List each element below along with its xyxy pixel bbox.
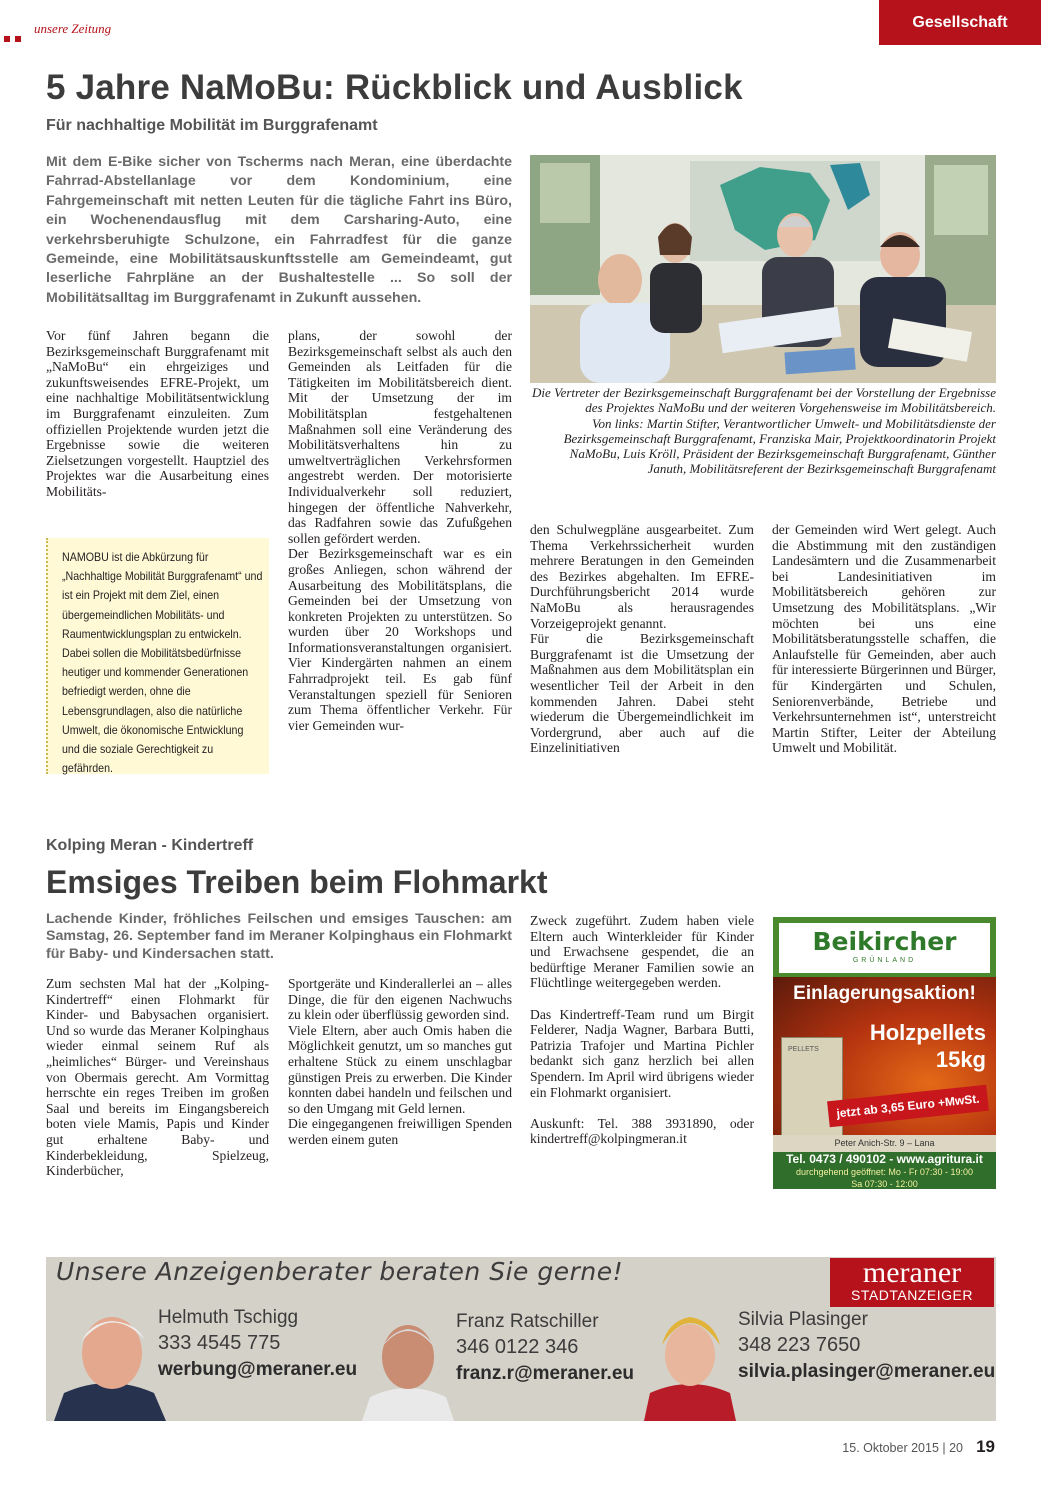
beikircher-product bbox=[870, 1019, 986, 1073]
beikircher-contact bbox=[773, 1152, 996, 1189]
beikircher-product-name: Holzpellets bbox=[869, 1020, 986, 1045]
article1-col3-para2: Für die Bezirksgemeinschaft Burggrafenamt ist die Umsetzung der Maßnahmen aus dem Mobilitätsplan ein wesentlicher Teil der Arbeit in den kommenden Jahren. Dabei steht wiederum die Übergemeindlichkeit im Vordergrund, aber auch auf die Einzelinitiativen bbox=[530, 631, 754, 756]
article2-title: Emsiges Treiben beim Flohmarkt bbox=[46, 864, 548, 900]
advisor-1 bbox=[158, 1307, 357, 1381]
article1-col1: Vor fünf Jahren begann die Bezirksgemeinschaft Burggrafenamt mit „NaMoBu“ ein ehrgeiziges und zukunftsweisendes EFRE-Projekt, um eine nachhaltige Mobilitätsentwicklung im Burggrafenamt einzuleiten. Zum offiziellen Projektende wurden jetzt die Ergebnisse sowie die weiteren Zielsetzungen vorgestellt. Hauptziel des Projektes war die Ausarbeitung eines Mobilitäts- bbox=[46, 328, 269, 499]
beikircher-hours1: durchgehend geöffnet: Mo - Fr 07:30 - 19:00 bbox=[796, 1167, 973, 1177]
beikircher-logo bbox=[779, 923, 990, 973]
article2-col2-para2: Viele Eltern, aber auch Omis haben die Möglichkeit genutzt, um so manches gut erhaltene Stück zu einem unschlagbar günstigen Preis zu erwerben. Die Kinder konnten dabei handeln und feilschen und so den Umgang mit Geld lernen. bbox=[288, 1022, 512, 1116]
article1-col2 bbox=[288, 328, 512, 733]
advisor-3-email[interactable]: silvia.plasinger@meraner.eu bbox=[738, 1361, 996, 1382]
info-box-text: NAMOBU ist die Abkürzung für „Nachhaltige Mobilität Burggrafenamt“ und ist ein Projekt mit dem Ziel, einen übergemeindlichen Mobilitäts- und Raumentwicklungsplan zu entwickeln. Dabei sollen die Mobilitätsbedürfnisse heutiger und kommender Generationen befriedigt werden, ohne die Lebensgrundlagen, also die natürliche Umwelt, die ökonomische Entwicklung und die soziale Gerechtigkeit zu gefährden. bbox=[62, 551, 263, 776]
advisor-portrait-3 bbox=[644, 1301, 736, 1421]
beikircher-body bbox=[773, 977, 996, 1189]
article1-subtitle: Für nachhaltige Mobilität im Burggrafenamt bbox=[46, 117, 378, 134]
article2-lead: Lachende Kinder, fröhliches Feilschen und emsiges Tauschen: am Samstag, 26. September fand im Meraner Kolpinghaus ein Flohmarkt für Baby- und Kindersachen statt. bbox=[46, 911, 512, 962]
advisor-1-name: Helmuth Tschigg bbox=[158, 1307, 299, 1328]
article2-col3-para1: Zweck zugeführt. Zudem haben viele Eltern auch Winterkleider für Kinder und Erwachsene gespendet, die an bedürftige Meraner Familien sowie an Flüchtlinge weitergegeben werden. bbox=[530, 913, 754, 991]
meraner-logo bbox=[830, 1258, 994, 1307]
advisor-2 bbox=[456, 1311, 634, 1385]
article1-col3-para1: den Schulwegpläne ausgearbeitet. Zum Thema Verkehrssicherheit wurden mehrere Beratungen in den Gemeinden des Bezirkes abgehalten. Im EFRE-Durchführungsbericht 2014 wurde NaMoBu als herausragendes Vorzeigeprojekt genannt. bbox=[530, 522, 754, 631]
beikircher-address: Peter Anich-Str. 9 – Lana bbox=[773, 1135, 996, 1152]
beikircher-tel: Tel. 0473 / 490102 - www.agritura.it bbox=[786, 1152, 983, 1166]
beikircher-headline: Einlagerungsaktion! bbox=[793, 983, 976, 1004]
footer-date-issue: 15. Oktober 2015 | 20 bbox=[842, 1441, 963, 1455]
advisor-2-name: Franz Ratschiller bbox=[456, 1311, 599, 1332]
header-decoration bbox=[4, 29, 26, 47]
advisor-2-phone: 346 0122 346 bbox=[456, 1336, 579, 1358]
paper-name: unsere Zeitung bbox=[34, 21, 112, 36]
beikircher-product-weight: 15kg bbox=[935, 1047, 986, 1072]
beikircher-contact-strip bbox=[773, 1135, 996, 1189]
photo-caption-line1: Die Vertreter der Bezirksgemeinschaft Burggrafenamt bei der Vorstellung der Ergebnisse des Projektes NaMoBu und der weiteren Vorgehensweise im Mobilitätsbereich. bbox=[532, 385, 996, 416]
article2-col1: Zum sechsten Mal hat der „Kolping-Kindertreff“ einen Flohmarkt für Kinder- und Babysachen organisiert. Und so wurde das Meraner Kolpinghaus wieder einmal seinem Ruf als „heimliches“ Bürger- und Vereinshaus von Obermais gerecht. Am Vormittag herrschte ein reges Treiben im großen Saal und bereits im Eingangsbereich boten viele Mamis, Papis und Kinder gut erhaltene Baby- und Kinderbekleidung, Spielzeug, Kinderbücher, bbox=[46, 976, 269, 1179]
article1-photo bbox=[530, 155, 996, 383]
section-tab: Gesellschaft bbox=[879, 0, 1041, 45]
article1-col4: der Gemeinden wird Wert gelegt. Auch die Abstimmung mit den zuständigen Landesämtern und die Zusammenarbeit bei Landesinitiativen im Mobilitätsbereich gehören zur Umsetzung des Mobilitätsplans. „Wir möchten bei uns eine Mobilitätsberatungsstelle schaffen, die Anlaufstelle für Gemeinden, aber auch für interessierte Bürgerinnen und Bürger, für Kindergärten und Schulen, Seniorenverbände, Betriebe und Verkehrsunternehmen ist“, unterstreicht Martin Stifter, Leiter der Abteilung Umwelt und Mobilität. bbox=[772, 522, 996, 756]
advisor-1-phone: 333 4545 775 bbox=[158, 1332, 281, 1354]
article2-col3-para2: Das Kindertreff-Team rund um Birgit Felderer, Nadja Wagner, Barbara Butti, Patrizia Trafojer und Martina Pichler bedankt sich ganz herzlich bei allen Spendern. Im April wird übrigens wieder ein Flohmarkt organisiert. bbox=[530, 1006, 754, 1100]
beikircher-hours2: Sa 07:30 - 12:00 bbox=[851, 1179, 918, 1189]
advisor-1-email[interactable]: werbung@meraner.eu bbox=[158, 1359, 358, 1380]
banner-title: Unsere Anzeigenberater beraten Sie gerne! bbox=[56, 1257, 624, 1286]
article1-title: 5 Jahre NaMoBu: Rückblick und Ausblick bbox=[46, 68, 743, 107]
photo-caption-line2: Von links: Martin Stifter, Verantwortlicher Umwelt- und Mobilitätsdienste der Bezirksgemeinschaft Burggrafenamt, Franziska Mair, Projektkoordinatorin Projekt NaMoBu, Luis Kröll, Präsident der Bezirksgemeinschaft Burggrafenamt, Günther Januth, Mobilitätsreferent der Bezirksgemeinschaft Burggrafenamt bbox=[563, 415, 996, 477]
photo-caption bbox=[530, 385, 996, 477]
beikircher-brand-sub: GRÜNLAND bbox=[852, 957, 917, 964]
advisor-2-email[interactable]: franz.r@meraner.eu bbox=[456, 1363, 634, 1384]
pellet-bag-label: PELLETS bbox=[788, 1046, 819, 1053]
meraner-logo-line2: STADTANZEIGER bbox=[851, 1287, 973, 1303]
page-number: 19 bbox=[976, 1437, 995, 1456]
article2-col2-para1: Sportgeräte und Kinderallerlei an – alles Dinge, die für den eigenen Nachwuchs zu klein oder überflüssig geworden sind. bbox=[288, 976, 512, 1023]
advisor-portrait-1 bbox=[54, 1301, 166, 1421]
info-box bbox=[46, 538, 269, 774]
advisor-3-phone: 348 223 7650 bbox=[738, 1334, 861, 1356]
pellet-bag-image bbox=[781, 1037, 843, 1149]
article1-lead: Mit dem E-Bike sicher von Tscherms nach Meran, eine überdachte Fahrrad-Abstellanlage vor dem Kondominium, eine Fahrgemeinschaft mit netten Leuten für die tägliche Fahrt ins Büro, ein Wochenendausflug mit dem Carsharing-Auto, eine verkehrsberuhigte Schulzone, ein Fahrradfest für die ganze Gemeinde, eine Mobilitätsauskunftsstelle am Gemeindeamt, gut leserliche Fahrpläne an der Bushaltestelle ... So soll der Mobilitätsalltag im Burggrafenamt in Zukunft aussehen. bbox=[46, 154, 512, 306]
meraner-logo-line1: meraner bbox=[862, 1257, 962, 1289]
article2-col2-para3: Die eingegangenen freiwilligen Spenden werden einem guten bbox=[288, 1116, 512, 1147]
beikircher-brand: Beikircher bbox=[812, 927, 957, 956]
article2-kicker: Kolping Meran - Kindertreff bbox=[46, 837, 254, 854]
article2-col3 bbox=[530, 913, 754, 1147]
article2-col2 bbox=[288, 976, 512, 1148]
article1-col2-para1: plans, der sowohl der Bezirksgemeinschaft selbst als auch den Gemeinden als Leitfaden für die Tätigkeiten im Mobilitätsbereich dient. Mit der Umsetzung der im Mobilitätsplan festgehaltenen Maßnahmen soll eine Veränderung des Mobilitätsverhaltens hin zu umweltverträglichen Verkehrsformen angestrebt werden. Der motorisierte Individualverkehr soll reduziert, hingegen der öffentliche Nahverkehr, das Radfahren sowie das Zufußgehen sollen gefördert werden. bbox=[288, 328, 512, 546]
advisor-3 bbox=[738, 1309, 995, 1383]
advisor-portrait-2 bbox=[362, 1309, 454, 1421]
article1-col3 bbox=[530, 522, 754, 756]
advisors-banner bbox=[46, 1257, 996, 1421]
beikircher-price: jetzt ab 3,65 Euro +MwSt. bbox=[827, 1085, 989, 1128]
article1-col2-para2: Der Bezirksgemeinschaft war es ein großes Anliegen, schon während der Ausarbeitung des Mobilitätsplans, die Gemeinden bei der Umsetzung von konkreten Projekten zu unterstützen. So wurden über 20 Workshops und Informationsveranstaltungen organisiert. Vier Kindergärten nahmen an einem Fahrradprojekt teil. Es gab fünf Veranstaltungen speziell für Senioren zum Thema öffentlicher Verkehr. Für vier Gemeinden wur- bbox=[288, 546, 512, 733]
meeting-photo-illustration bbox=[530, 155, 996, 383]
article2-contact: Auskunft: Tel. 388 3931890, oder kindertreff@kolpingmeran.it bbox=[530, 1115, 754, 1147]
advisor-3-name: Silvia Plasinger bbox=[738, 1309, 868, 1330]
beikircher-ad[interactable] bbox=[773, 917, 996, 1189]
